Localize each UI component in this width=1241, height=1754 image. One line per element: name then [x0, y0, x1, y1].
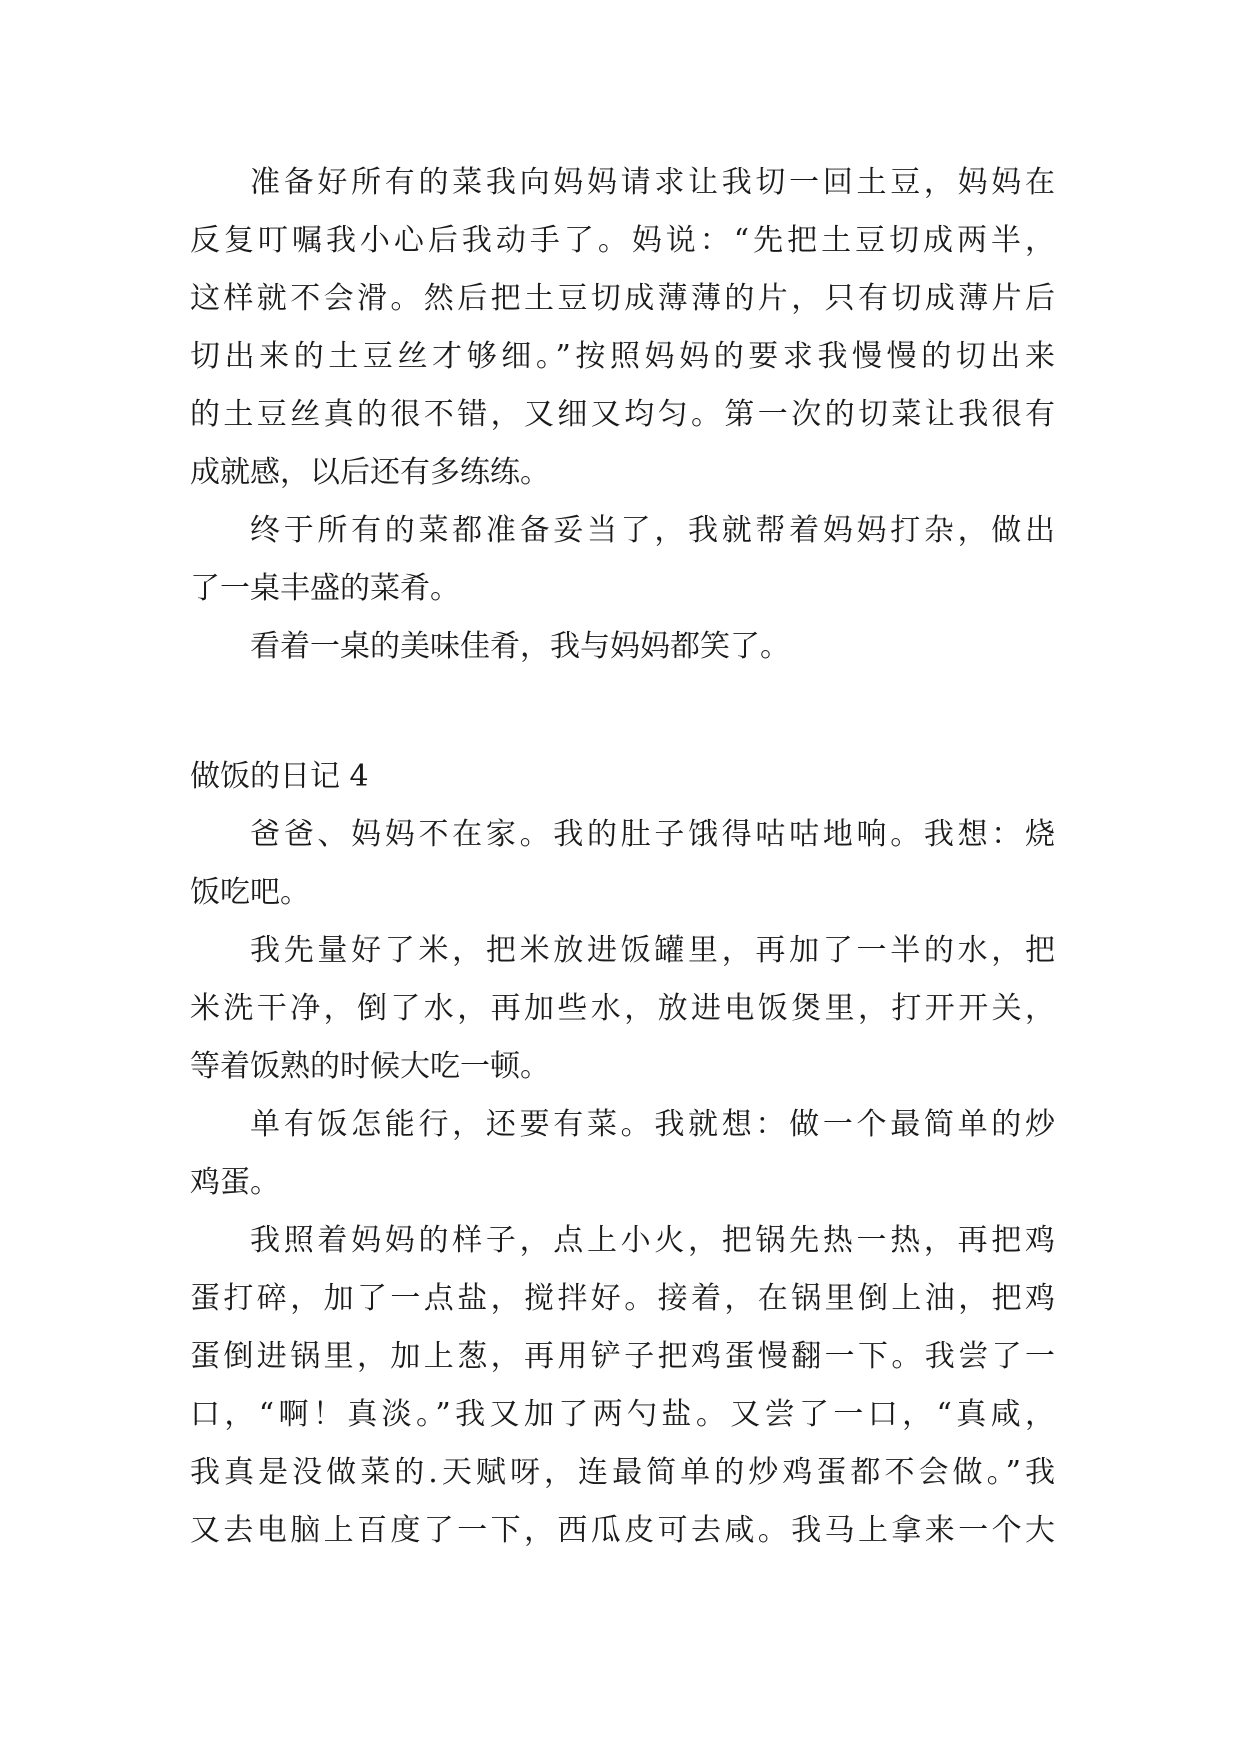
text-line: 等着饭熟的时候大吃一顿。: [190, 1049, 550, 1084]
text-line: 我真是没做菜的.天赋呀，连最简单的炒鸡蛋都不会做。”我: [190, 1455, 1055, 1490]
text-line: 终于所有的菜都准备妥当了，我就帮着妈妈打杂，做出: [250, 513, 1055, 548]
text-line: 反复叮嘱我小心后我动手了。妈说：“先把土豆切成两半，: [190, 223, 1055, 258]
text-line: 蛋倒进锅里，加上葱，再用铲子把鸡蛋慢翻一下。我尝了一: [190, 1339, 1055, 1374]
text-line: 爸爸、妈妈不在家。我的肚子饿得咕咕地响。我想：烧: [250, 817, 1055, 852]
text-line: 饭吃吧。: [190, 875, 310, 910]
section-title: 做饭的日记 4: [190, 759, 369, 794]
paragraph: [190, 154, 1055, 502]
text-line: 蛋打碎，加了一点盐，搅拌好。接着，在锅里倒上油，把鸡: [190, 1281, 1055, 1316]
paragraph: [190, 1212, 1055, 1560]
text-line: 了一桌丰盛的菜肴。: [190, 571, 460, 606]
text-line: 我照着妈妈的样子，点上小火，把锅先热一热，再把鸡: [250, 1223, 1055, 1258]
text-line: 的土豆丝真的很不错，又细又均匀。第一次的切菜让我很有: [190, 397, 1055, 432]
text-line: 鸡蛋。: [190, 1165, 280, 1200]
text-line: 切出来的土豆丝才够细。”按照妈妈的要求我慢慢的切出来: [190, 339, 1055, 374]
text-line: 又去电脑上百度了一下，西瓜皮可去咸。我马上拿来一个大: [190, 1513, 1055, 1548]
paragraph: [190, 922, 1055, 1096]
paragraph: [190, 618, 1055, 676]
document-body: [190, 154, 1055, 1560]
text-line: 这样就不会滑。然后把土豆切成薄薄的片，只有切成薄片后: [190, 281, 1055, 316]
text-line: 米洗干净，倒了水，再加些水，放进电饭煲里，打开开关，: [190, 991, 1055, 1026]
section-gap: [190, 676, 1055, 748]
text-line: 单有饭怎能行，还要有菜。我就想：做一个最简单的炒: [250, 1107, 1055, 1142]
text-line: 准备好所有的菜我向妈妈请求让我切一回土豆，妈妈在: [250, 165, 1055, 200]
paragraph: [190, 502, 1055, 618]
text-line: 看着一桌的美味佳肴，我与妈妈都笑了。: [250, 629, 790, 664]
paragraph: [190, 1096, 1055, 1212]
text-line: 成就感，以后还有多练练。: [190, 455, 550, 490]
text-line: 我先量好了米，把米放进饭罐里，再加了一半的水，把: [250, 933, 1055, 968]
text-line: 口，“啊！真淡。”我又加了两勺盐。又尝了一口，“真咸，: [190, 1397, 1055, 1432]
paragraph: [190, 806, 1055, 922]
